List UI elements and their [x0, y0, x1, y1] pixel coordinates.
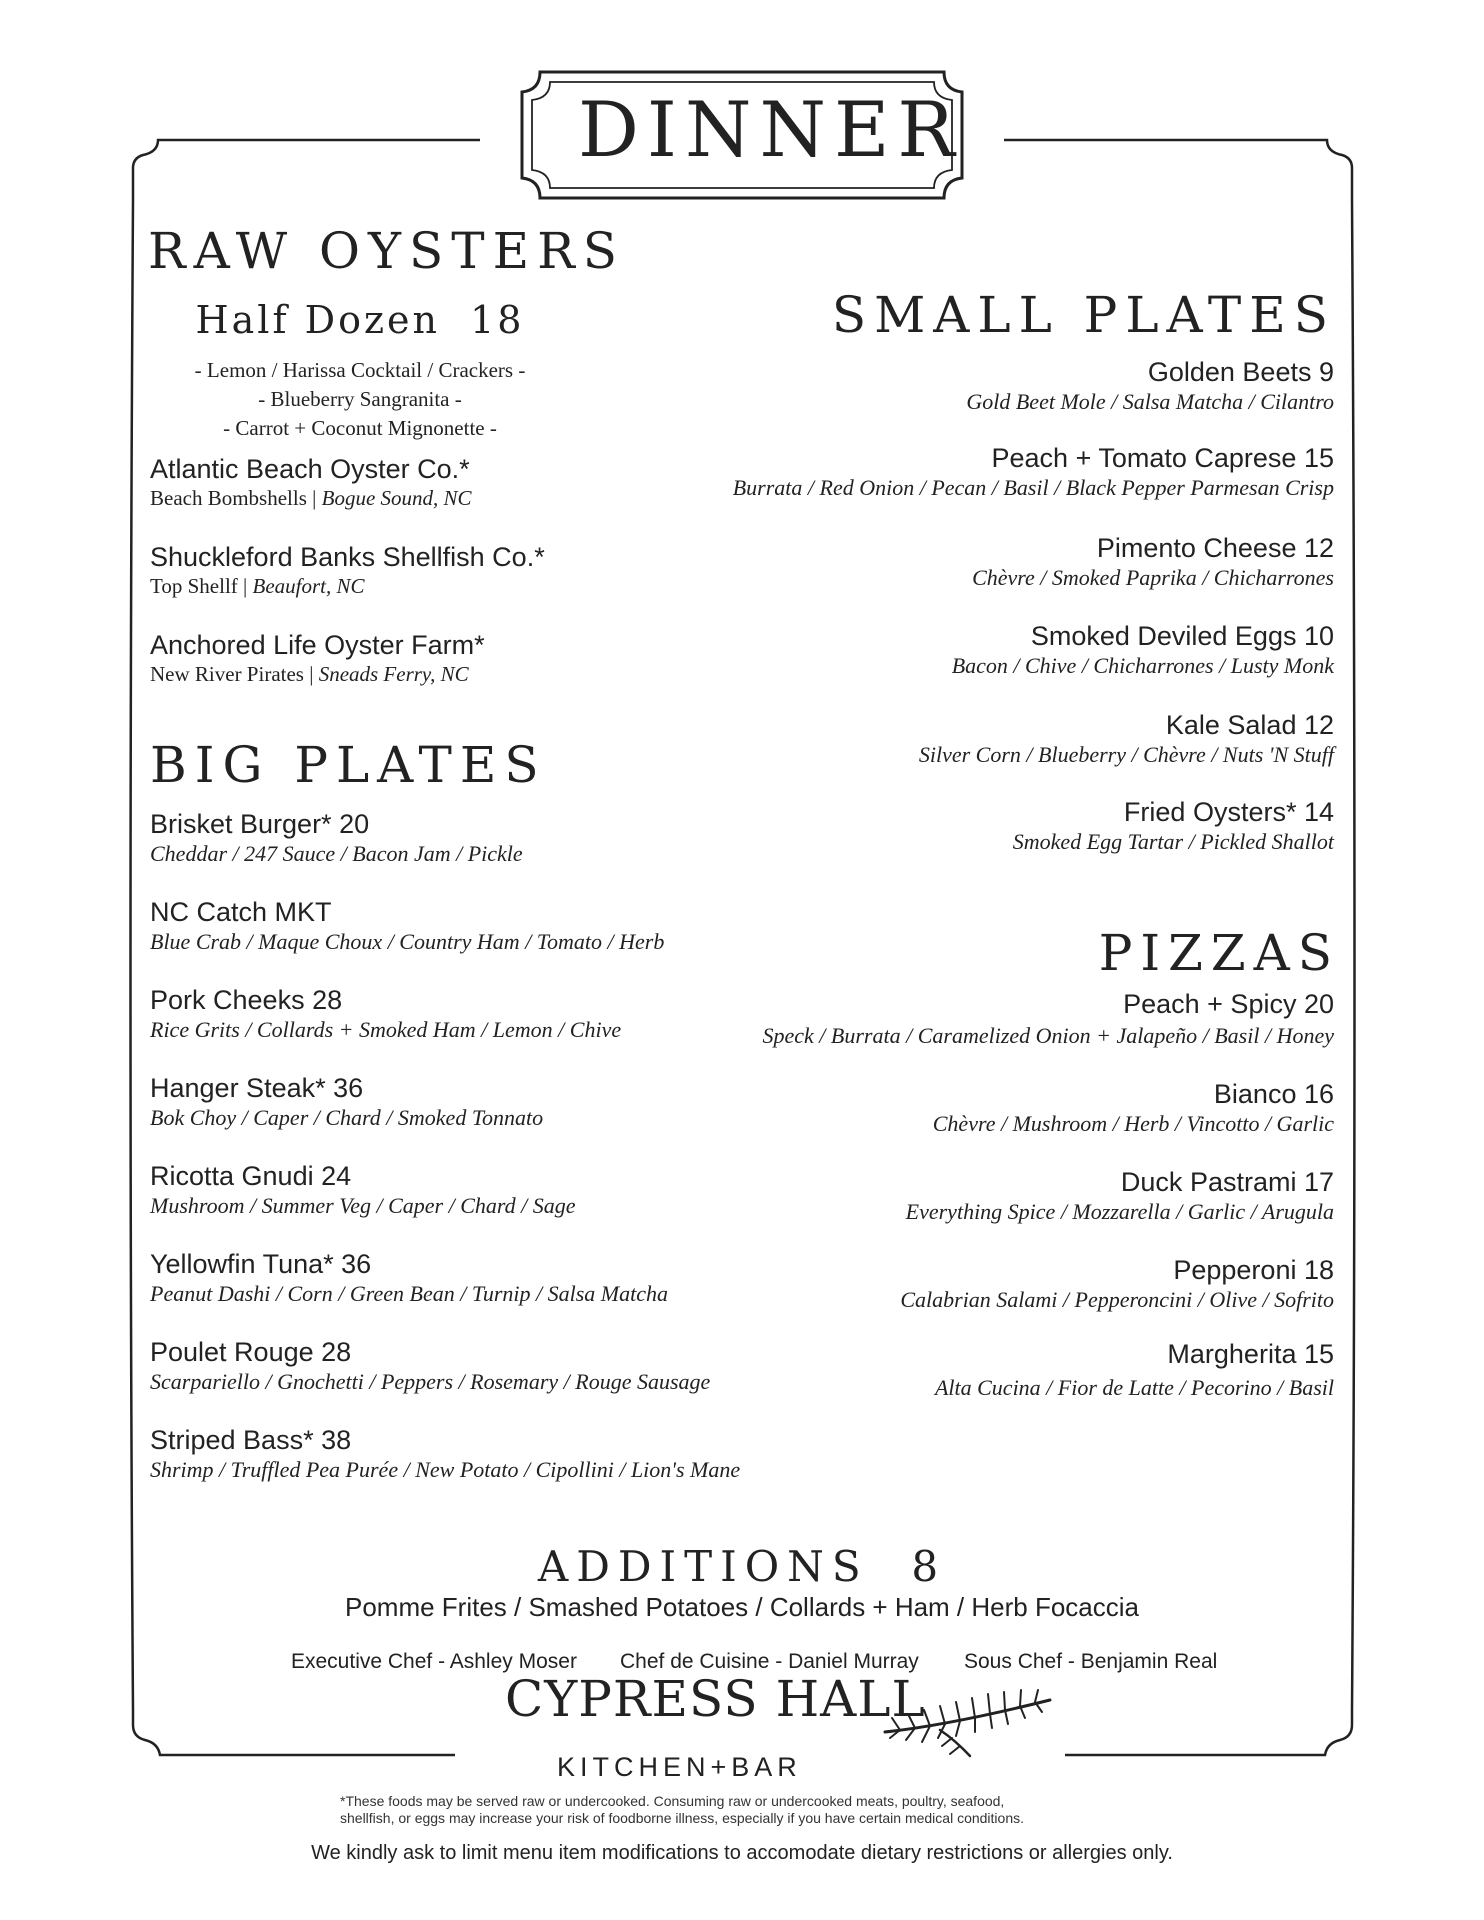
- farm-location: Bogue Sound, NC: [321, 486, 472, 511]
- small-plates-heading: SMALL PLATES: [831, 286, 1336, 344]
- item-name: Yellowfin Tuna* 36: [150, 1249, 372, 1279]
- item-desc: Shrimp / Truffled Pea Purée / New Potato / Cipollini / Lion's Mane: [150, 1457, 741, 1483]
- pizza-item: [763, 988, 1334, 1050]
- farm-name: Shuckleford Banks Shellfish Co.*: [150, 542, 545, 572]
- item-desc: Silver Corn / Blueberry / Chèvre / Nuts 'N Stuff: [918, 742, 1334, 768]
- additions-price: 8: [911, 1542, 947, 1591]
- item-name: Golden Beets 9: [1147, 357, 1334, 387]
- oyster-farm: [150, 541, 545, 600]
- item-name: Peach + Tomato Caprese 15: [991, 443, 1334, 473]
- item-desc: Peanut Dashi / Corn / Green Bean / Turnip / Salsa Matcha: [150, 1281, 668, 1307]
- disclaimer: [340, 1793, 1024, 1827]
- farm-location: Sneads Ferry, NC: [318, 662, 469, 687]
- oyster-sauces: [140, 356, 580, 443]
- item-desc: Cheddar / 247 Sauce / Bacon Jam / Pickle: [150, 841, 523, 867]
- farm-oyster: Top Shellf: [150, 574, 238, 599]
- additions-items: Pomme Frites / Smashed Potatoes / Collards + Ham / Herb Focaccia: [344, 1592, 1139, 1622]
- farm-separator: |: [303, 662, 319, 687]
- small-plate-item: [1013, 796, 1334, 856]
- chef-credit: Executive Chef - Ashley Moser: [291, 1650, 577, 1673]
- farm-name: Anchored Life Oyster Farm*: [150, 630, 485, 660]
- chef-credit: Chef de Cuisine - Daniel Murray: [620, 1650, 919, 1673]
- big-plate-item: [150, 1072, 543, 1132]
- small-plate-item: [919, 709, 1334, 769]
- farm-location: Beaufort, NC: [252, 574, 365, 599]
- item-name: Kale Salad 12: [1165, 710, 1334, 740]
- pizza-item: [933, 1078, 1334, 1138]
- raw-oysters-heading: RAW OYSTERS: [148, 222, 626, 280]
- pizza-item: [935, 1338, 1334, 1402]
- item-name: Fried Oysters* 14: [1123, 797, 1334, 827]
- item-name: Hanger Steak* 36: [150, 1073, 364, 1103]
- pizzas-heading: PIZZAS: [1098, 924, 1340, 982]
- farm-separator: |: [306, 486, 322, 511]
- small-plate-item: [966, 356, 1334, 416]
- item-name: Margherita 15: [1167, 1339, 1334, 1369]
- small-plate-item: [972, 532, 1334, 592]
- item-desc: Chèvre / Mushroom / Herb / Vincotto / Garlic: [932, 1111, 1334, 1137]
- item-name: Ricotta Gnudi 24: [150, 1161, 352, 1191]
- farm-oyster: New River Pirates: [150, 662, 304, 687]
- big-plate-item: [150, 808, 523, 868]
- additions-heading: ADDITIONS: [537, 1542, 869, 1591]
- logo-name: CYPRESS HALL: [505, 1670, 926, 1728]
- item-name: Striped Bass* 38: [150, 1425, 352, 1455]
- menu-title: DINNER: [578, 85, 963, 174]
- half-dozen-line: [150, 298, 570, 342]
- sauce-line: - Blueberry Sangranita -: [258, 387, 462, 411]
- cypress-branch-icon: [880, 1680, 1055, 1760]
- logo-subtitle: KITCHEN+BAR: [557, 1752, 802, 1782]
- item-desc: Gold Beet Mole / Salsa Matcha / Cilantro: [966, 389, 1334, 415]
- item-desc: Speck / Burrata / Caramelized Onion + Jalapeño / Basil / Honey: [762, 1023, 1334, 1049]
- half-dozen-price: 18: [470, 298, 525, 342]
- item-name: NC Catch MKT: [150, 897, 332, 927]
- farm-separator: |: [237, 574, 253, 599]
- item-name: Pork Cheeks 28: [150, 985, 343, 1015]
- item-name: Pepperoni 18: [1173, 1255, 1334, 1285]
- item-name: Bianco 16: [1213, 1079, 1334, 1109]
- item-desc: Burrata / Red Onion / Pecan / Basil / Black Pepper Parmesan Crisp: [732, 475, 1334, 501]
- item-desc: Bok Choy / Caper / Chard / Smoked Tonnato: [150, 1105, 544, 1131]
- item-name: Duck Pastrami 17: [1120, 1167, 1334, 1197]
- item-desc: Calabrian Salami / Pepperoncini / Olive / Sofrito: [900, 1287, 1334, 1313]
- pizza-item: [900, 1254, 1334, 1314]
- half-dozen-label: Half Dozen: [195, 298, 440, 342]
- item-name: Brisket Burger* 20: [150, 809, 370, 839]
- item-desc: Mushroom / Summer Veg / Caper / Chard / Sage: [150, 1193, 576, 1219]
- big-plate-item: [150, 984, 621, 1044]
- disclaimer-line: *These foods may be served raw or undercooked. Consuming raw or undercooked meats, poultry, seafood,: [340, 1793, 1005, 1809]
- item-desc: Rice Grits / Collards + Smoked Ham / Lemon / Chive: [150, 1017, 622, 1043]
- item-desc: Alta Cucina / Fior de Latte / Pecorino / Basil: [934, 1375, 1334, 1401]
- disclaimer-line: shellfish, or eggs may increase your risk of foodborne illness, especially if you have certain medical conditions.: [340, 1809, 1025, 1826]
- item-desc: Everything Spice / Mozzarella / Garlic / Arugula: [905, 1199, 1334, 1225]
- item-name: Peach + Spicy 20: [1123, 989, 1334, 1019]
- item-desc: Scarpariello / Gnochetti / Peppers / Rosemary / Rouge Sausage: [150, 1369, 711, 1395]
- item-desc: Bacon / Chive / Chicharrones / Lusty Monk: [951, 653, 1334, 679]
- item-name: Pimento Cheese 12: [1096, 533, 1334, 563]
- sauce-line: - Lemon / Harissa Cocktail / Crackers -: [194, 358, 526, 382]
- chef-credit: Sous Chef - Benjamin Real: [964, 1650, 1218, 1673]
- modification-note: We kindly ask to limit menu item modifications to accomodate dietary restrictions or allergies only.: [311, 1842, 1173, 1864]
- big-plate-item: [150, 1248, 668, 1308]
- oyster-farm: [150, 629, 485, 688]
- big-plate-item: [150, 1424, 740, 1484]
- small-plate-item: [952, 620, 1334, 680]
- item-desc: Chèvre / Smoked Paprika / Chicharrones: [972, 565, 1334, 591]
- item-name: Poulet Rouge 28: [150, 1337, 352, 1367]
- small-plate-item: [733, 442, 1334, 502]
- oyster-farm: [150, 453, 472, 512]
- additions-heading-line: [0, 1542, 1484, 1591]
- pizza-item: [906, 1166, 1334, 1226]
- item-desc: Smoked Egg Tartar / Pickled Shallot: [1012, 829, 1334, 855]
- farm-name: Atlantic Beach Oyster Co.*: [150, 454, 470, 484]
- big-plate-item: [150, 896, 664, 956]
- item-name: Smoked Deviled Eggs 10: [1030, 621, 1334, 651]
- sauce-line: - Carrot + Coconut Mignonette -: [223, 416, 497, 440]
- big-plates-heading: BIG PLATES: [150, 736, 547, 794]
- farm-oyster: Beach Bombshells: [150, 486, 307, 511]
- item-desc: Blue Crab / Maque Choux / Country Ham / Tomato / Herb: [150, 929, 665, 955]
- big-plate-item: [150, 1160, 576, 1220]
- big-plate-item: [150, 1336, 710, 1396]
